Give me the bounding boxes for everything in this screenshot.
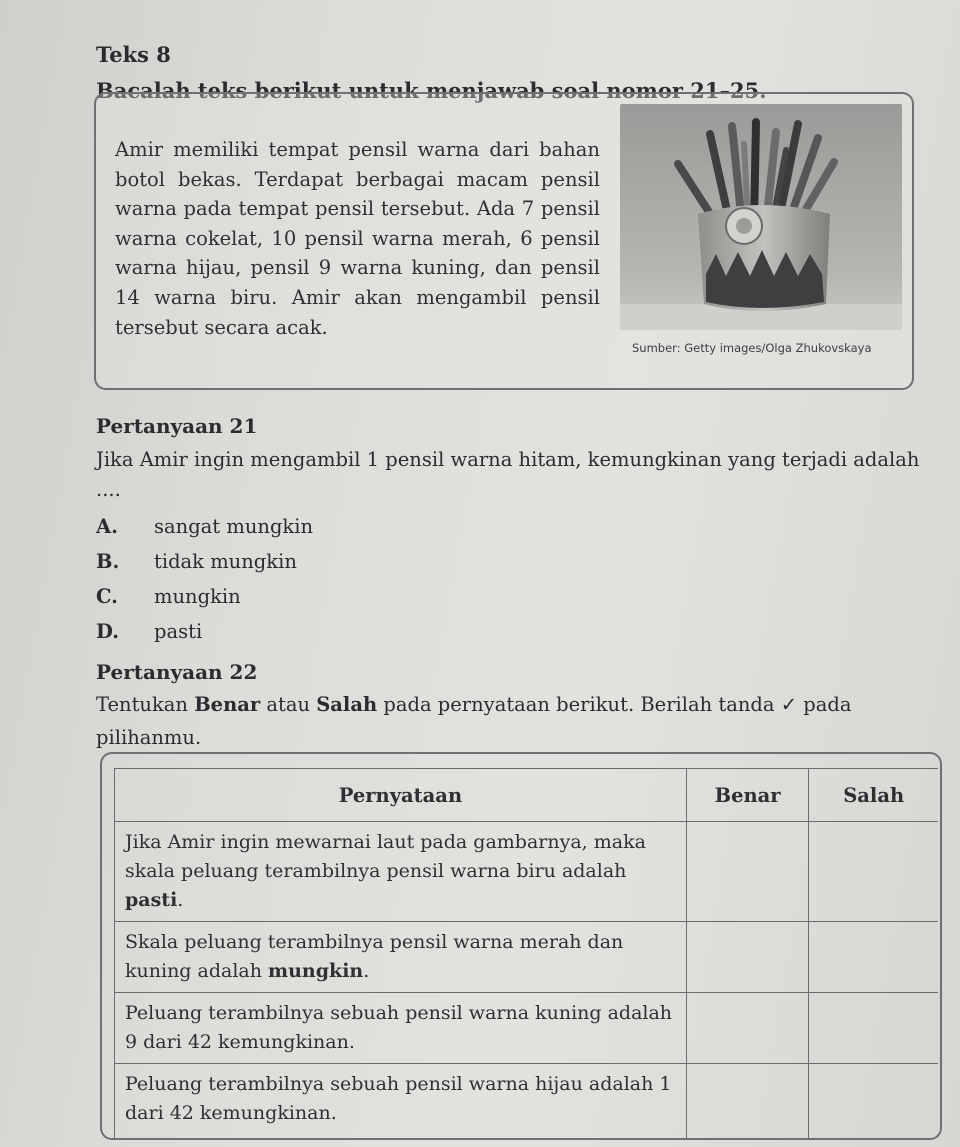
statement-text: Peluang terambilnya sebuah pensil warna kuning adalah 9 dari 42 kemungkinan. <box>125 1002 673 1053</box>
statement-text: . <box>177 889 184 911</box>
question-22-title: Pertanyaan 22 <box>96 660 258 684</box>
photo-source-caption: Sumber: Getty images/Olga Zhukovskaya <box>632 341 872 355</box>
reading-instruction: Bacalah teks berikut untuk menjawab soal nomor 21–25. <box>96 78 767 103</box>
header-salah: Salah <box>809 769 938 822</box>
statement-text: Peluang terambilnya sebuah pensil warna hijau adalah 1 dari 42 kemungkinan. <box>125 1073 672 1124</box>
table-row <box>115 1064 939 1138</box>
q22-text-part: pada pernyataan berikut. Berilah tanda ✓ pada pilihanmu. <box>96 693 852 749</box>
statement-text: Jika Amir ingin mewarnai laut pada gambarnya, maka skala peluang terambilnya pensil warna biru adalah <box>125 831 646 882</box>
statement-table <box>114 768 938 1138</box>
statement-text: . <box>363 960 370 982</box>
statement-text: Skala peluang terambilnya pensil warna merah dan kuning adalah <box>125 931 624 982</box>
header-pernyataan: Pernyataan <box>115 769 687 822</box>
benar-checkbox-cell[interactable] <box>686 1064 809 1138</box>
benar-checkbox-cell[interactable] <box>686 822 809 922</box>
table-row <box>115 993 939 1064</box>
option-a[interactable] <box>96 515 313 538</box>
salah-checkbox-cell[interactable] <box>809 922 938 993</box>
option-d[interactable] <box>96 620 202 643</box>
statement-cell <box>115 822 687 922</box>
option-letter: C. <box>96 585 118 608</box>
question-21-title: Pertanyaan 21 <box>96 414 258 438</box>
table-header-row <box>115 769 939 822</box>
q22-text-part: Tentukan <box>96 693 195 716</box>
statement-bold: mungkin <box>268 960 364 982</box>
salah-checkbox-cell[interactable] <box>809 822 938 922</box>
question-21-text: Jika Amir ingin mengambil 1 pensil warna hitam, kemungkinan yang terjadi adalah .... <box>96 448 920 501</box>
benar-checkbox-cell[interactable] <box>686 922 809 993</box>
option-letter: B. <box>96 550 120 573</box>
q22-text-part: atau <box>260 693 317 716</box>
q22-text-bold-benar: Benar <box>194 693 261 716</box>
pencil-holder-photo <box>620 104 902 330</box>
option-letter: D. <box>96 620 120 643</box>
salah-checkbox-cell[interactable] <box>809 993 938 1064</box>
table-row <box>115 822 939 922</box>
option-text: sangat mungkin <box>154 515 314 538</box>
option-text: mungkin <box>154 585 241 608</box>
passage-text: Amir memiliki tempat pensil warna dari bahan botol bekas. Terdapat berbagai macam pensil warna pada tempat pensil tersebut. Ada 7 pensil warna cokelat, 10 pensil warna merah, 6 pensil warna hijau, pensil 9 warna kuning, dan pensil 14 warna biru. Amir akan mengambil pensil tersebut secara acak. <box>115 138 600 339</box>
option-text: pasti <box>154 620 203 643</box>
header-benar: Benar <box>686 769 809 822</box>
option-c[interactable] <box>96 585 241 608</box>
q22-text-bold-salah: Salah <box>316 693 378 716</box>
salah-checkbox-cell[interactable] <box>809 1064 938 1138</box>
option-letter: A. <box>96 515 118 538</box>
statement-bold: pasti <box>125 889 178 911</box>
statement-cell <box>115 993 687 1064</box>
option-b[interactable] <box>96 550 297 573</box>
statement-cell <box>115 922 687 993</box>
question-22-text <box>96 688 941 754</box>
text-title: Teks 8 <box>96 42 171 67</box>
benar-checkbox-cell[interactable] <box>686 993 809 1064</box>
option-text: tidak mungkin <box>154 550 297 573</box>
statement-cell <box>115 1064 687 1138</box>
table-row <box>115 922 939 993</box>
